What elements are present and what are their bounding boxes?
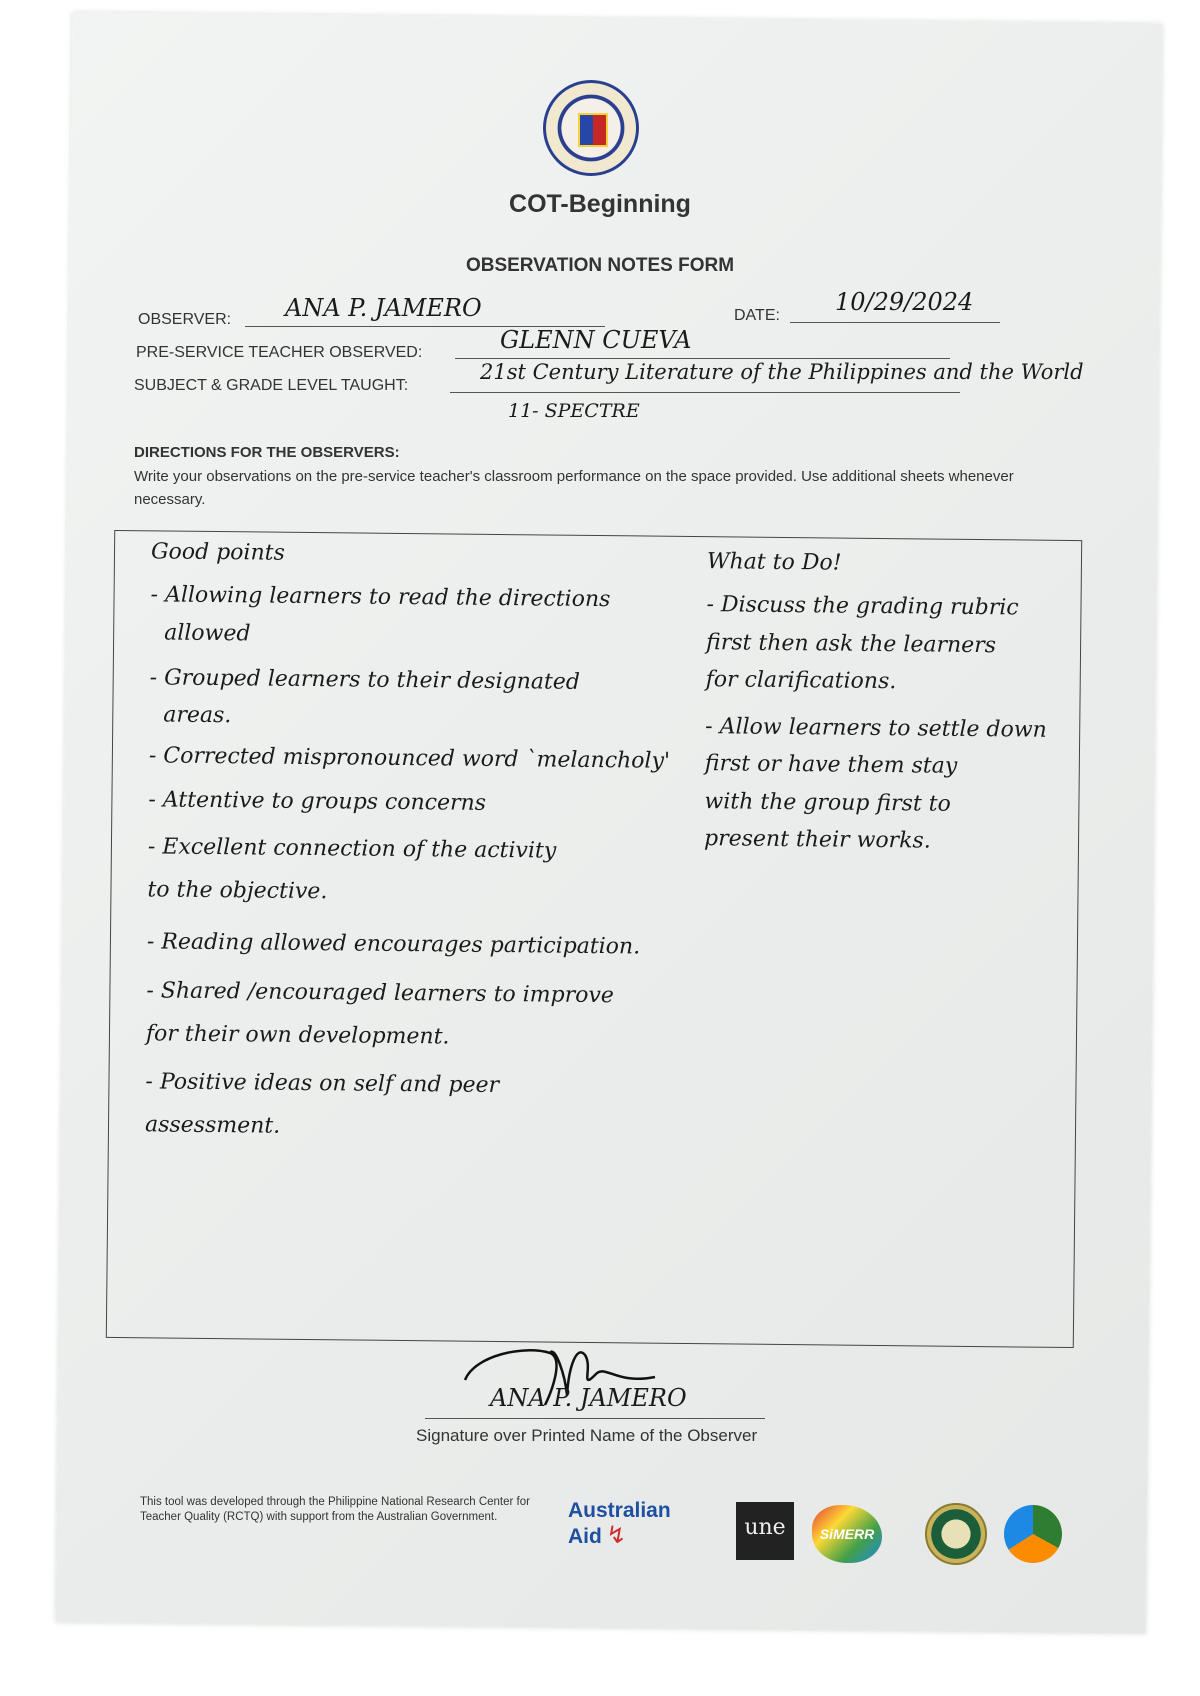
deped-seal-logo [543, 80, 639, 176]
good-line: - Attentive to groups concerns [148, 787, 487, 816]
date-field [790, 288, 1000, 323]
teacher-field [455, 328, 950, 359]
observation-notes-box [106, 530, 1082, 1348]
seal-emblem [578, 113, 608, 147]
kangaroo-icon: ↯ [606, 1522, 627, 1549]
good-line: - Positive ideas on self and peer [145, 1068, 500, 1098]
good-line: assessment. [144, 1112, 281, 1139]
good-points-heading: Good points [150, 539, 285, 566]
observer-field [245, 296, 605, 327]
good-line: - Corrected mispronounced word `melancholy' [148, 743, 671, 775]
good-line: allowed [164, 620, 251, 646]
good-line: - Grouped learners to their designated [149, 665, 581, 695]
date-label: DATE: [734, 307, 780, 324]
good-line: for their own development. [145, 1021, 450, 1050]
australian-aid-line2: Aid [568, 1525, 602, 1548]
todo-line: first then ask the learners [705, 629, 997, 658]
good-line: - Shared /encouraged learners to improve [146, 978, 615, 1009]
good-line: - Reading allowed encourages participation. [146, 928, 641, 960]
form-title: COT-Beginning [509, 190, 691, 218]
good-line: areas. [163, 702, 232, 729]
date-value: 10/29/2024 [835, 288, 974, 316]
australian-aid-logo [568, 1500, 671, 1550]
subject-label: SUBJECT & GRADE LEVEL TAUGHT: [134, 377, 409, 394]
todo-line: first or have them stay [704, 751, 958, 780]
une-logo: une [736, 1502, 794, 1560]
good-line: to the objective. [147, 877, 328, 905]
observer-value: ANA P. JAMERO [285, 294, 482, 322]
subject-value-line2: 11- SPECTRE [508, 400, 640, 422]
directions-heading: DIRECTIONS FOR THE OBSERVERS: [134, 444, 400, 461]
australian-aid-line1: Australian [568, 1499, 671, 1522]
good-line: - Allowing learners to read the directions [150, 582, 611, 613]
todo-line: with the group first to [704, 788, 951, 817]
directions-text: Write your observations on the pre-service teacher's classroom performance on the space provided. Use additional sheets whenever necessary. [134, 468, 1014, 508]
teacher-value: GLENN CUEVA [500, 326, 692, 354]
footer-credit: This tool was developed through the Philippine National Research Center for Teacher Quality (RCTQ) with support from the Australian Government. [140, 1496, 530, 1523]
good-line: - Excellent connection of the activity [147, 834, 557, 864]
todo-line: present their works. [703, 826, 931, 854]
signature-line [425, 1382, 765, 1419]
teacher-label: PRE-SERVICE TEACHER OBSERVED: [136, 344, 423, 361]
signature-caption: Signature over Printed Name of the Observer [416, 1426, 758, 1445]
subject-field [450, 360, 1084, 393]
rctq-logo [1004, 1505, 1062, 1563]
university-seal-logo [925, 1503, 987, 1565]
signature-printed-name: ANA P. JAMERO [490, 1384, 687, 1412]
subject-value-line1: 21st Century Literature of the Philippines and the World [480, 360, 1084, 384]
observer-label: OBSERVER: [138, 311, 232, 328]
what-to-do-heading: What to Do! [706, 549, 842, 576]
todo-line: for clarifications. [705, 667, 897, 695]
what-to-do-column [704, 549, 1049, 867]
todo-line: - Allow learners to settle down [705, 714, 1047, 743]
simerr-logo: SiMERR [812, 1505, 882, 1563]
form-subtitle: OBSERVATION NOTES FORM [465, 255, 735, 276]
todo-line: - Discuss the grading rubric [706, 592, 1019, 621]
good-points-column [145, 539, 673, 1155]
